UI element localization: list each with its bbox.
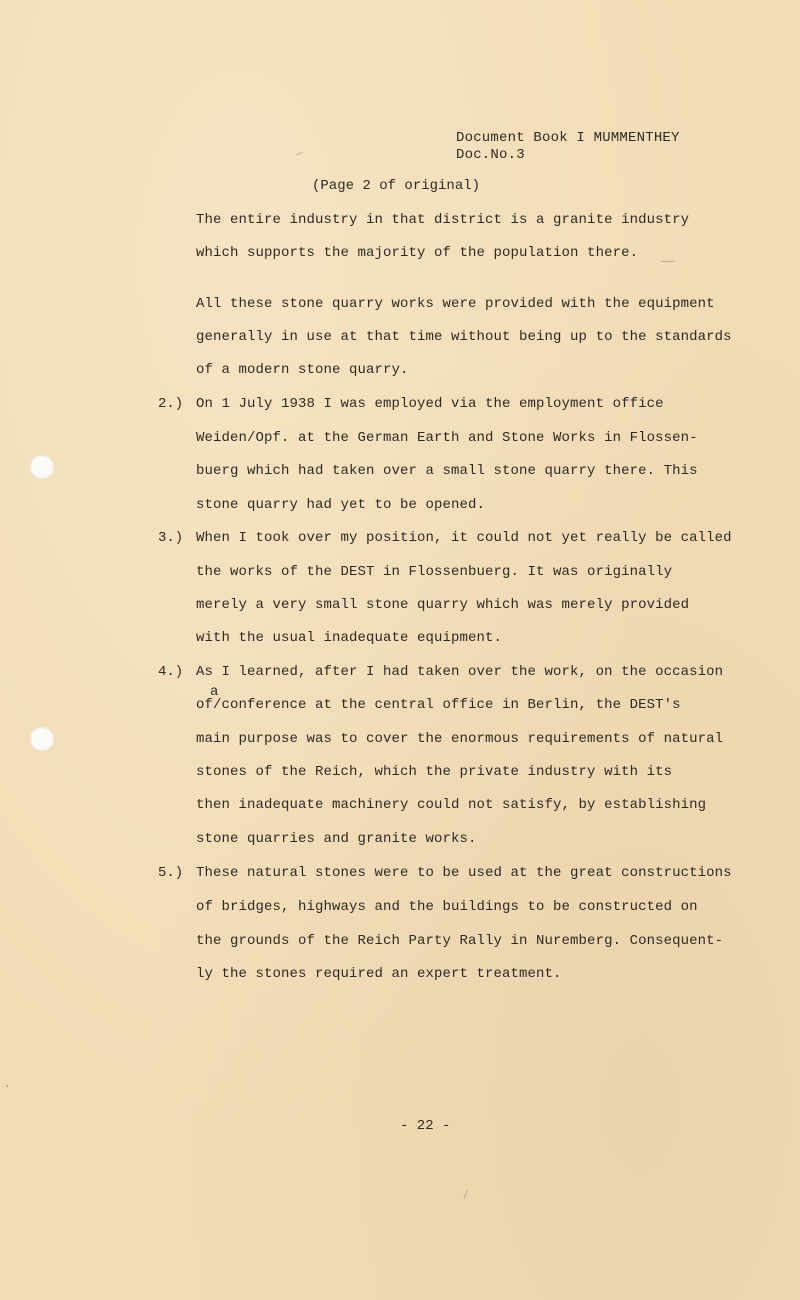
paper-mark bbox=[661, 261, 675, 262]
text-line: merely a very small stone quarry which was merely provided bbox=[196, 597, 690, 613]
page-number: - 22 - bbox=[400, 1118, 451, 1134]
text-line: the grounds of the Reich Party Rally in Nuremberg. Consequent- bbox=[196, 933, 724, 949]
text-line: generally in use at that time without being up to the standards bbox=[196, 329, 732, 345]
text-line: then inadequate machinery could not satisfy, by establishing bbox=[196, 797, 707, 813]
text-line: Weiden/Opf. at the German Earth and Stone Works in Flossen- bbox=[196, 430, 698, 446]
text-line: of a modern stone quarry. bbox=[196, 362, 409, 378]
text-line: the works of the DEST in Flossenbuerg. It was originally bbox=[196, 564, 673, 580]
text-line: All these stone quarry works were provided with the equipment bbox=[196, 296, 715, 312]
page-reference: (Page 2 of original) bbox=[312, 178, 481, 194]
paper-mark bbox=[6, 1085, 8, 1087]
text-line: main purpose was to cover the enormous requirements of natural bbox=[196, 731, 724, 747]
paper-mark bbox=[463, 1190, 467, 1199]
paragraph-number: 2.) bbox=[158, 396, 184, 412]
paragraph-number: 4.) bbox=[158, 664, 184, 680]
paragraph-number: 5.) bbox=[158, 865, 184, 881]
text-line: ly the stones required an expert treatment. bbox=[196, 966, 562, 982]
punch-hole bbox=[30, 727, 54, 751]
paragraph-number: 3.) bbox=[158, 530, 184, 546]
text-line: stone quarry had yet to be opened. bbox=[196, 497, 486, 513]
text-line: When I took over my position, it could not yet really be called bbox=[196, 530, 732, 546]
text-line: with the usual inadequate equipment. bbox=[196, 630, 503, 646]
text-line: As I learned, after I had taken over the work, on the occasion bbox=[196, 664, 724, 680]
text-line: which supports the majority of the population there. bbox=[196, 245, 639, 261]
text-line: On 1 July 1938 I was employed via the employment office bbox=[196, 396, 664, 412]
text-line: stones of the Reich, which the private industry with its bbox=[196, 764, 673, 780]
header-line-1: Document Book I MUMMENTHEY bbox=[456, 130, 680, 146]
paper-mark bbox=[296, 152, 303, 155]
header-line-2: Doc.No.3 bbox=[456, 147, 525, 163]
text-line: of/conference at the central office in Berlin, the DEST's bbox=[196, 697, 681, 713]
document-header bbox=[456, 130, 680, 164]
text-line: These natural stones were to be used at the great constructions bbox=[196, 865, 732, 881]
text-line: of bridges, highways and the buildings to be constructed on bbox=[196, 899, 698, 915]
text-line: stone quarries and granite works. bbox=[196, 831, 477, 847]
text-line: The entire industry in that district is a granite industry bbox=[196, 212, 690, 228]
handwritten-insertion: a bbox=[210, 684, 219, 700]
text-line: buerg which had taken over a small stone quarry there. This bbox=[196, 463, 698, 479]
punch-hole bbox=[30, 455, 54, 479]
